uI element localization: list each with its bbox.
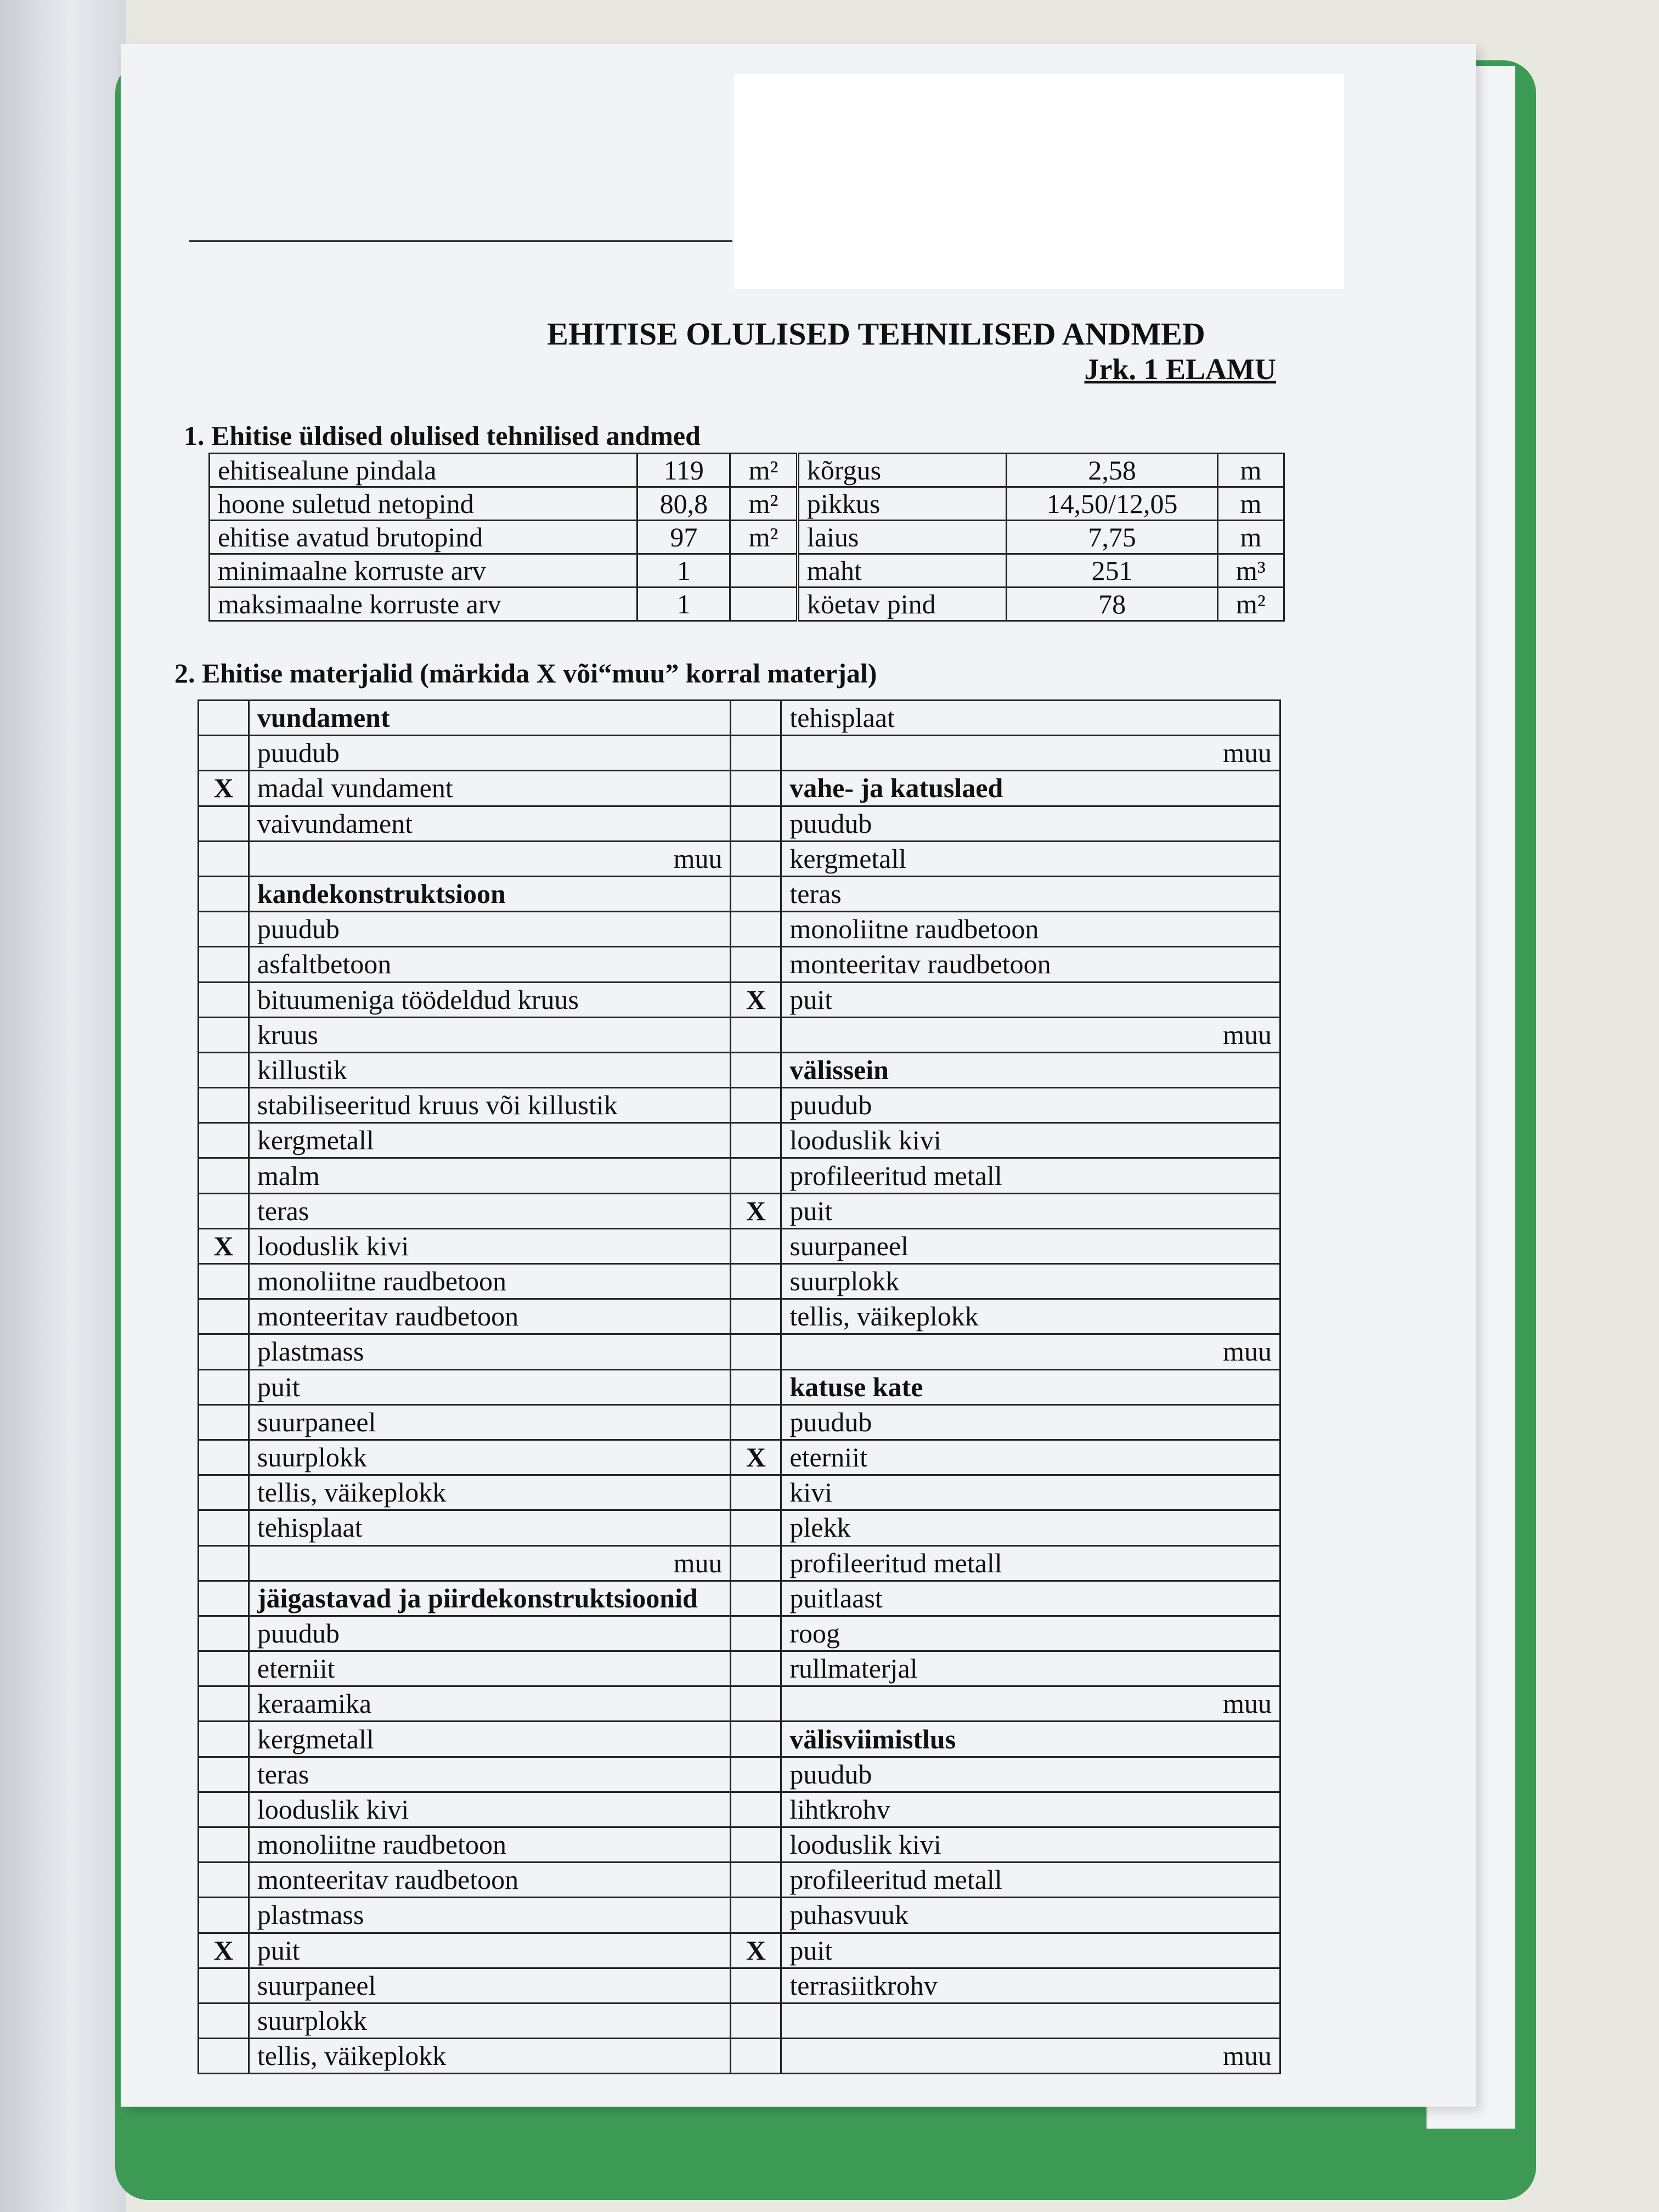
value-cell: 97 bbox=[637, 521, 730, 554]
material-row bbox=[199, 841, 1280, 876]
material-cell: monteeritav raudbetoon bbox=[781, 947, 1280, 982]
unit-cell: m² bbox=[730, 454, 798, 487]
label-cell: kõrgus bbox=[798, 454, 1007, 487]
unit-cell: m bbox=[1217, 521, 1284, 554]
material-cell: rullmaterjal bbox=[781, 1651, 1280, 1686]
material-row bbox=[199, 1193, 1280, 1228]
mark-cell bbox=[199, 806, 249, 841]
general-data-row bbox=[210, 588, 1284, 621]
mark-cell: X bbox=[731, 982, 781, 1017]
unit-cell: m³ bbox=[1217, 554, 1284, 588]
material-cell: tehisplaat bbox=[249, 1510, 731, 1545]
material-cell: puitlaast bbox=[781, 1581, 1280, 1616]
material-cell: kergmetall bbox=[249, 1123, 731, 1158]
mark-cell bbox=[199, 1827, 249, 1863]
material-cell: profileeritud metall bbox=[781, 1545, 1280, 1581]
mark-cell bbox=[199, 1581, 249, 1616]
material-row bbox=[199, 1651, 1280, 1686]
mark-cell bbox=[731, 1334, 781, 1369]
other-cell: muu bbox=[249, 1545, 731, 1581]
other-cell: muu bbox=[781, 1334, 1280, 1369]
material-cell: lihtkrohv bbox=[781, 1792, 1280, 1827]
material-cell: suurpaneel bbox=[249, 1968, 731, 2003]
mark-cell bbox=[731, 1369, 781, 1404]
material-cell: puit bbox=[781, 1193, 1280, 1228]
material-row bbox=[199, 1369, 1280, 1404]
material-cell: monteeritav raudbetoon bbox=[249, 1863, 731, 1898]
mark-cell bbox=[731, 2003, 781, 2038]
mark-cell: X bbox=[199, 771, 249, 806]
material-cell: suurpaneel bbox=[249, 1404, 731, 1440]
value-cell: 78 bbox=[1007, 588, 1218, 621]
material-row bbox=[199, 1228, 1280, 1263]
mark-cell: X bbox=[731, 1440, 781, 1475]
value-cell: 1 bbox=[637, 588, 730, 621]
mark-cell bbox=[731, 947, 781, 982]
mark-cell bbox=[731, 1581, 781, 1616]
material-row bbox=[199, 1404, 1280, 1440]
material-cell: monoliitne raudbetoon bbox=[781, 912, 1280, 947]
mark-cell bbox=[731, 701, 781, 736]
material-cell: looduslik kivi bbox=[249, 1228, 731, 1263]
mark-cell bbox=[199, 1510, 249, 1545]
material-cell: puudub bbox=[249, 736, 731, 771]
material-cell: asfaltbetoon bbox=[249, 947, 731, 982]
mark-cell bbox=[731, 876, 781, 911]
mark-cell bbox=[199, 1475, 249, 1510]
material-cell: kergmetall bbox=[781, 841, 1280, 876]
mark-cell bbox=[199, 1158, 249, 1193]
label-cell: pikkus bbox=[798, 487, 1007, 521]
material-cell: vaivundament bbox=[249, 806, 731, 841]
mark-cell bbox=[731, 1088, 781, 1123]
value-cell: 1 bbox=[637, 554, 730, 588]
material-cell: tellis, väikeplokk bbox=[249, 1475, 731, 1510]
mark-cell bbox=[731, 1863, 781, 1898]
document-title: EHITISE OLULISED TEHNILISED ANDMED bbox=[547, 316, 1205, 352]
mark-cell bbox=[199, 1616, 249, 1651]
mark-cell bbox=[199, 1863, 249, 1898]
material-row bbox=[199, 1898, 1280, 1933]
mark-cell bbox=[731, 1017, 781, 1052]
category-heading: vahe- ja katuslaed bbox=[781, 771, 1280, 806]
header-rule bbox=[189, 240, 732, 242]
material-cell: plekk bbox=[781, 1510, 1280, 1545]
material-cell: puudub bbox=[781, 1404, 1280, 1440]
material-cell: puit bbox=[249, 1369, 731, 1404]
redacted-area bbox=[734, 74, 1344, 289]
mark-cell bbox=[199, 947, 249, 982]
category-heading: välissein bbox=[781, 1052, 1280, 1087]
material-row bbox=[199, 771, 1280, 806]
label-cell: ehitisealune pindala bbox=[210, 454, 637, 487]
material-row bbox=[199, 1616, 1280, 1651]
value-cell: 119 bbox=[637, 454, 730, 487]
general-data-row bbox=[210, 487, 1284, 521]
mark-cell bbox=[199, 2039, 249, 2074]
label-cell: maksimaalne korruste arv bbox=[210, 588, 637, 621]
material-cell: plastmass bbox=[249, 1334, 731, 1369]
material-cell: puudub bbox=[249, 912, 731, 947]
material-row bbox=[199, 1968, 1280, 2003]
material-cell: monoliitne raudbetoon bbox=[249, 1264, 731, 1299]
mark-cell bbox=[731, 736, 781, 771]
section1-heading: 1. Ehitise üldised olulised tehnilised andmed bbox=[184, 420, 701, 451]
material-row bbox=[199, 1827, 1280, 1863]
mark-cell bbox=[731, 1792, 781, 1827]
mark-cell bbox=[731, 771, 781, 806]
other-cell: muu bbox=[781, 1686, 1280, 1722]
mark-cell: X bbox=[731, 1193, 781, 1228]
material-row bbox=[199, 1475, 1280, 1510]
mark-cell bbox=[199, 1792, 249, 1827]
material-row bbox=[199, 1123, 1280, 1158]
material-cell: puit bbox=[249, 1933, 731, 1968]
material-cell: looduslik kivi bbox=[781, 1123, 1280, 1158]
mark-cell bbox=[199, 1898, 249, 1933]
mark-cell bbox=[731, 1686, 781, 1722]
material-row bbox=[199, 1158, 1280, 1193]
mark-cell bbox=[199, 841, 249, 876]
material-cell: tellis, väikeplokk bbox=[781, 1299, 1280, 1334]
material-row bbox=[199, 1792, 1280, 1827]
unit-cell bbox=[730, 588, 798, 621]
material-cell: suurplokk bbox=[249, 2003, 731, 2038]
mark-cell bbox=[731, 1404, 781, 1440]
mark-cell bbox=[199, 736, 249, 771]
material-row bbox=[199, 701, 1280, 736]
material-row bbox=[199, 912, 1280, 947]
mark-cell: X bbox=[731, 1933, 781, 1968]
material-cell: profileeritud metall bbox=[781, 1863, 1280, 1898]
mark-cell bbox=[731, 1052, 781, 1087]
value-cell: 2,58 bbox=[1007, 454, 1218, 487]
other-cell: muu bbox=[781, 2039, 1280, 2074]
material-row bbox=[199, 1088, 1280, 1123]
mark-cell bbox=[199, 1299, 249, 1334]
mark-cell bbox=[199, 1968, 249, 2003]
material-cell: stabiliseeritud kruus või killustik bbox=[249, 1088, 731, 1123]
material-row bbox=[199, 1440, 1280, 1475]
material-cell: puit bbox=[781, 982, 1280, 1017]
mark-cell bbox=[731, 1827, 781, 1863]
mark-cell bbox=[199, 912, 249, 947]
mark-cell bbox=[199, 1404, 249, 1440]
material-cell: profileeritud metall bbox=[781, 1158, 1280, 1193]
general-data-row bbox=[210, 521, 1284, 554]
mark-cell bbox=[731, 1264, 781, 1299]
item-number: Jrk. 1 ELAMU bbox=[1084, 353, 1276, 386]
mark-cell bbox=[731, 2039, 781, 2074]
material-cell: kruus bbox=[249, 1017, 731, 1052]
mark-cell bbox=[199, 1369, 249, 1404]
material-row bbox=[199, 1334, 1280, 1369]
material-row bbox=[199, 947, 1280, 982]
material-cell: killustik bbox=[249, 1052, 731, 1087]
mark-cell bbox=[199, 1088, 249, 1123]
section2-heading: 2. Ehitise materjalid (märkida X või“muu” korral materjal) bbox=[174, 658, 877, 689]
material-row bbox=[199, 1581, 1280, 1616]
category-heading: katuse kate bbox=[781, 1369, 1280, 1404]
label-cell: laius bbox=[798, 521, 1007, 554]
mark-cell bbox=[731, 1757, 781, 1792]
mark-cell bbox=[731, 912, 781, 947]
mark-cell bbox=[199, 1686, 249, 1722]
material-cell: madal vundament bbox=[249, 771, 731, 806]
label-cell: hoone suletud netopind bbox=[210, 487, 637, 521]
mark-cell bbox=[731, 1722, 781, 1757]
value-cell: 7,75 bbox=[1007, 521, 1218, 554]
material-cell: monteeritav raudbetoon bbox=[249, 1299, 731, 1334]
category-heading: kandekonstruktsioon bbox=[249, 876, 731, 911]
materials-table bbox=[198, 699, 1281, 2074]
material-cell: monoliitne raudbetoon bbox=[249, 1827, 731, 1863]
material-cell: tellis, väikeplokk bbox=[249, 2039, 731, 2074]
label-cell: maht bbox=[798, 554, 1007, 588]
mark-cell bbox=[731, 1968, 781, 2003]
label-cell: köetav pind bbox=[798, 588, 1007, 621]
mark-cell bbox=[199, 1722, 249, 1757]
mark-cell bbox=[731, 806, 781, 841]
unit-cell: m² bbox=[730, 521, 798, 554]
material-cell: looduslik kivi bbox=[781, 1827, 1280, 1863]
material-row bbox=[199, 1264, 1280, 1299]
mark-cell bbox=[199, 1651, 249, 1686]
label-cell: minimaalne korruste arv bbox=[210, 554, 637, 588]
material-row bbox=[199, 1052, 1280, 1087]
material-cell: tehisplaat bbox=[781, 701, 1280, 736]
unit-cell bbox=[730, 554, 798, 588]
mark-cell bbox=[199, 1334, 249, 1369]
general-data-table bbox=[208, 453, 1285, 622]
value-cell: 80,8 bbox=[637, 487, 730, 521]
material-cell: kergmetall bbox=[249, 1722, 731, 1757]
material-cell: roog bbox=[781, 1616, 1280, 1651]
mark-cell bbox=[199, 1193, 249, 1228]
material-cell: bituumeniga töödeldud kruus bbox=[249, 982, 731, 1017]
category-heading: vundament bbox=[249, 701, 731, 736]
material-cell: puhasvuuk bbox=[781, 1898, 1280, 1933]
material-row bbox=[199, 806, 1280, 841]
mark-cell bbox=[731, 1510, 781, 1545]
material-cell: teras bbox=[781, 876, 1280, 911]
material-cell: kivi bbox=[781, 1475, 1280, 1510]
category-heading: välisviimistlus bbox=[781, 1722, 1280, 1757]
mark-cell bbox=[199, 1052, 249, 1087]
mark-cell bbox=[731, 1545, 781, 1581]
material-cell: suurpaneel bbox=[781, 1228, 1280, 1263]
mark-cell bbox=[731, 1123, 781, 1158]
mark-cell bbox=[199, 1017, 249, 1052]
mark-cell bbox=[199, 982, 249, 1017]
mark-cell: X bbox=[199, 1228, 249, 1263]
mark-cell bbox=[199, 1757, 249, 1792]
mark-cell bbox=[731, 1299, 781, 1334]
material-cell: suurplokk bbox=[781, 1264, 1280, 1299]
value-cell: 14,50/12,05 bbox=[1007, 487, 1218, 521]
unit-cell: m bbox=[1217, 454, 1284, 487]
mark-cell bbox=[199, 1440, 249, 1475]
general-data-row bbox=[210, 454, 1284, 487]
material-cell: plastmass bbox=[249, 1898, 731, 1933]
material-cell: eterniit bbox=[781, 1440, 1280, 1475]
material-row bbox=[199, 1863, 1280, 1898]
other-cell: muu bbox=[249, 841, 731, 876]
material-row bbox=[199, 736, 1280, 771]
mark-cell: X bbox=[199, 1933, 249, 1968]
material-row bbox=[199, 876, 1280, 911]
mark-cell bbox=[731, 1158, 781, 1193]
material-cell: teras bbox=[249, 1757, 731, 1792]
unit-cell: m bbox=[1217, 487, 1284, 521]
mark-cell bbox=[199, 876, 249, 911]
material-cell: terrasiitkrohv bbox=[781, 1968, 1280, 2003]
category-heading: jäigastavad ja piirdekonstruktsioonid bbox=[249, 1581, 731, 1616]
mark-cell bbox=[199, 1545, 249, 1581]
material-row bbox=[199, 1017, 1280, 1052]
material-cell: puudub bbox=[781, 1757, 1280, 1792]
mark-cell bbox=[199, 1123, 249, 1158]
mark-cell bbox=[199, 701, 249, 736]
mark-cell bbox=[731, 1616, 781, 1651]
material-row bbox=[199, 1722, 1280, 1757]
material-cell: looduslik kivi bbox=[249, 1792, 731, 1827]
mark-cell bbox=[731, 841, 781, 876]
material-cell: puudub bbox=[781, 806, 1280, 841]
general-data-row bbox=[210, 554, 1284, 588]
label-cell: ehitise avatud brutopind bbox=[210, 521, 637, 554]
material-row bbox=[199, 982, 1280, 1017]
material-cell: suurplokk bbox=[249, 1440, 731, 1475]
material-row bbox=[199, 1299, 1280, 1334]
material-cell: teras bbox=[249, 1193, 731, 1228]
other-cell: muu bbox=[781, 1017, 1280, 1052]
mark-cell bbox=[731, 1475, 781, 1510]
mark-cell bbox=[731, 1898, 781, 1933]
material-cell: puit bbox=[781, 1933, 1280, 1968]
value-cell: 251 bbox=[1007, 554, 1218, 588]
material-row bbox=[199, 1510, 1280, 1545]
other-cell: muu bbox=[781, 736, 1280, 771]
material-row bbox=[199, 1757, 1280, 1792]
mark-cell bbox=[199, 1264, 249, 1299]
mark-cell bbox=[199, 2003, 249, 2038]
unit-cell: m² bbox=[730, 487, 798, 521]
mark-cell bbox=[731, 1228, 781, 1263]
material-row bbox=[199, 2039, 1280, 2074]
material-cell: puudub bbox=[249, 1616, 731, 1651]
material-row bbox=[199, 1686, 1280, 1722]
mark-cell bbox=[731, 1651, 781, 1686]
unit-cell: m² bbox=[1217, 588, 1284, 621]
material-row bbox=[199, 1933, 1280, 1968]
material-cell: eterniit bbox=[249, 1651, 731, 1686]
material-cell: malm bbox=[249, 1158, 731, 1193]
material-cell: keraamika bbox=[249, 1686, 731, 1722]
material-row bbox=[199, 1545, 1280, 1581]
material-cell: puudub bbox=[781, 1088, 1280, 1123]
material-cell bbox=[781, 2003, 1280, 2038]
material-row bbox=[199, 2003, 1280, 2038]
